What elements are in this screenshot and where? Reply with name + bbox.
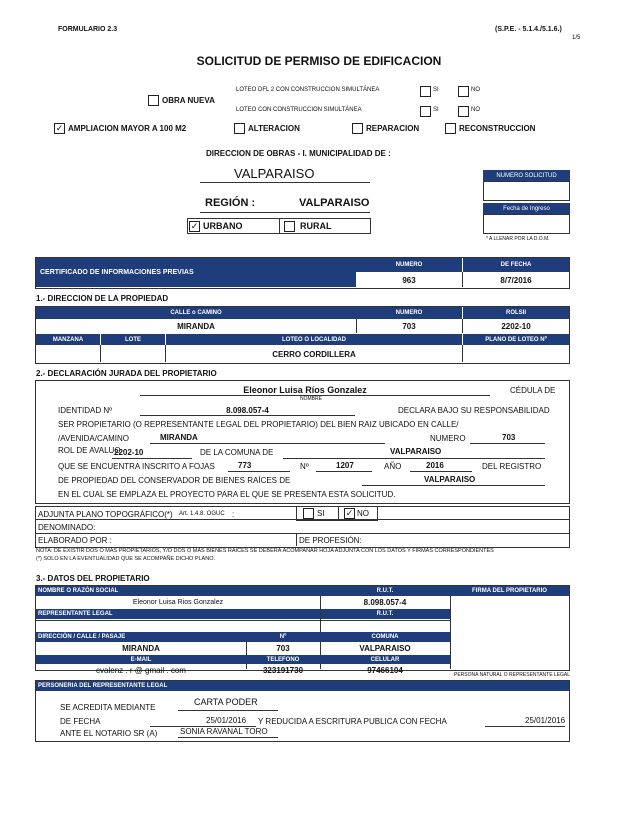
declara-text: DECLARA BAJO SU RESPONSABILIDAD bbox=[398, 406, 550, 415]
numero-solicitud-field[interactable] bbox=[483, 181, 570, 201]
obra-nueva-checkbox[interactable] bbox=[148, 95, 159, 106]
s1-rol-value: 2202-10 bbox=[501, 322, 531, 331]
loteo-con-si-checkbox[interactable] bbox=[420, 106, 431, 117]
emplaza-text: EN EL CUAL SE EMPLAZA EL PROYECTO PARA EL QUE SE PRESENTA ESTA SOLICITUD. bbox=[58, 490, 396, 499]
acredita-label: SE ACREDITA MEDIANTE bbox=[60, 703, 156, 712]
s3-nombre-header: NOMBRE O RAZÓN SOCIAL bbox=[36, 586, 320, 596]
s2-rut-value: 8.098.057-4 bbox=[226, 405, 269, 415]
s1-plano-header: PLANO DE LOTEO Nº bbox=[463, 334, 569, 345]
divider bbox=[35, 533, 569, 534]
fojas-underline bbox=[228, 471, 290, 472]
s3-rut-header: R.U.T. bbox=[320, 586, 450, 596]
s2-n-value: 1207 bbox=[336, 461, 354, 470]
s3-n-value: 703 bbox=[276, 644, 290, 653]
form-number: FORMULARIO 2.3 bbox=[58, 26, 118, 33]
divider bbox=[35, 519, 569, 520]
avenida-label: /AVENIDA/CAMINO bbox=[58, 434, 129, 443]
si-label: SI bbox=[433, 107, 439, 113]
plano-no-checkbox[interactable]: ✓ bbox=[345, 508, 354, 518]
fecha-label: DE FECHA bbox=[60, 717, 101, 726]
plano-si-checkbox[interactable] bbox=[303, 508, 314, 519]
fecha2-underline bbox=[485, 726, 565, 727]
s3-dir-value: MIRANDA bbox=[122, 644, 160, 653]
divider bbox=[356, 319, 357, 333]
loteo-dfl2-si-checkbox[interactable] bbox=[420, 86, 431, 97]
anio-label: AÑO bbox=[384, 462, 402, 471]
identidad-label: IDENTIDAD Nº bbox=[58, 406, 113, 415]
s3-rep-header: REPRESENTANTE LEGAL bbox=[36, 609, 320, 619]
no-label: NO bbox=[471, 87, 480, 93]
page-title: SOLICITUD DE PERMISO DE EDIFICACION bbox=[196, 54, 442, 68]
nota-1: NOTA: DE EXISTIR DOS O MÁS PROPIETARIOS, Y/O DOS O MÁS BIENES RAÍCES SE DEBERÁ ACOMPAÑAR HOJA ADJUNTA CON LOS DATOS Y FIRMAS CORRESPONDIENTES bbox=[36, 548, 494, 554]
page-number: 1/5 bbox=[572, 35, 581, 41]
s2-fojas-value: 773 bbox=[238, 461, 252, 470]
reconstruccion-checkbox[interactable] bbox=[445, 123, 456, 134]
n-underline bbox=[316, 471, 372, 472]
adjunta-label: ADJUNTA PLANO TOPOGRÁFICO(*) bbox=[38, 510, 173, 519]
direccion-obras-label: DIRECCION DE OBRAS - I. MUNICIPALIDAD DE : bbox=[206, 149, 391, 158]
s3-tel-value: 323191730 bbox=[262, 666, 304, 675]
s1-calle-value: MIRANDA bbox=[177, 322, 215, 331]
fecha2-value: 25/01/2016 bbox=[525, 716, 566, 725]
elaborado-label: ELABORADO POR : bbox=[38, 536, 112, 545]
loteo-dfl2-no-checkbox[interactable] bbox=[458, 86, 469, 97]
s3-dir-header: DIRECCIÓN / CALLE / PASAJE bbox=[36, 632, 246, 642]
s2-numero-value: 703 bbox=[502, 433, 516, 442]
cedula-label: CÉDULA DE bbox=[510, 386, 556, 395]
s3-rep-rut-header: R.U.T. bbox=[320, 609, 450, 619]
cert-fecha-header: DE FECHA bbox=[463, 258, 569, 272]
dom-note: * A LLENAR POR LA D.O.M. bbox=[486, 236, 550, 242]
ampliacion-label: AMPLIACION MAYOR A 100 M2 bbox=[68, 124, 187, 133]
registro-label: DEL REGISTRO bbox=[482, 462, 542, 471]
s1-loteo-value: CERRO CORDILLERA bbox=[272, 349, 356, 359]
s1-numero-header: NUMERO bbox=[356, 307, 462, 319]
divider bbox=[338, 506, 339, 519]
section-3-title: 3.- DATOS DEL PROPIETARIO bbox=[36, 574, 150, 583]
numero-solicitud-header: NUMERO SOLICITUD bbox=[483, 170, 570, 181]
alteracion-label: ALTERACION bbox=[248, 124, 300, 133]
s1-calle-header: CALLE o CAMINO bbox=[36, 307, 356, 319]
alteracion-checkbox[interactable] bbox=[234, 123, 245, 134]
plano-si-label: SI bbox=[317, 509, 325, 518]
acredita-value: CARTA PODER bbox=[194, 697, 258, 707]
fojas-label: QUE SE ENCUENTRA INSCRITO A FOJAS bbox=[58, 462, 215, 471]
s2-calle-value: MIRANDA bbox=[160, 433, 198, 442]
n-label: Nº bbox=[300, 462, 309, 471]
s3-cel-header: CELULAR bbox=[320, 655, 450, 664]
s3-email-header: E-MAIL bbox=[36, 655, 246, 664]
rural-checkbox[interactable] bbox=[284, 221, 295, 232]
comuna-underline bbox=[283, 458, 545, 459]
conservador-label: DE PROPIEDAD DEL CONSERVADOR DE BIENES RAÍCES DE bbox=[58, 476, 291, 485]
loteo-dfl2-label: LOTEO DFL 2 CON CONSTRUCCION SIMULTÁNEA bbox=[236, 87, 380, 93]
reducida-text: Y REDUCIDA A ESCRITURA PUBLICA CON FECHA bbox=[258, 717, 447, 726]
s1-numero-value: 703 bbox=[402, 322, 416, 331]
urbano-checkbox[interactable]: ✓ bbox=[190, 221, 199, 231]
art-label: Art. 1.4.8. OGUC bbox=[179, 511, 225, 517]
nombre-caption: NOMBRE bbox=[300, 396, 322, 402]
rural-label: RURAL bbox=[300, 221, 332, 231]
s3-n-header: Nº bbox=[246, 632, 320, 642]
si-label: SI bbox=[433, 87, 439, 93]
s3-email-value: cvalenz . r @ gmail . com bbox=[96, 666, 186, 675]
divider bbox=[36, 620, 450, 621]
reconstruccion-label: RECONSTRUCCION bbox=[459, 124, 536, 133]
loteo-con-no-checkbox[interactable] bbox=[458, 106, 469, 117]
region-underline bbox=[200, 212, 370, 213]
fecha-ingreso-header: Fecha de Ingreso bbox=[483, 203, 570, 214]
fecha-value: 25/01/2016 bbox=[206, 716, 247, 725]
s2-anio-value: 2016 bbox=[426, 461, 444, 470]
numero-label: NUMERO bbox=[430, 434, 466, 443]
profesion-label: DE PROFESIÓN: bbox=[299, 536, 362, 545]
divider bbox=[450, 596, 451, 669]
persona-natural-caption: PERSONA NATURAL O REPRESENTANTE LEGAL bbox=[454, 672, 571, 678]
s2-rol-value: 2202-10 bbox=[114, 448, 144, 457]
s3-cel-value: 97466104 bbox=[367, 666, 403, 675]
urbano-label: URBANO bbox=[203, 221, 243, 231]
conservador-underline bbox=[362, 485, 545, 486]
adjunta-colon: : bbox=[232, 510, 235, 519]
anio-underline bbox=[410, 471, 472, 472]
calle-underline bbox=[150, 443, 385, 444]
comuna-label: DE LA COMUNA DE bbox=[200, 448, 274, 457]
reparacion-label: REPARACION bbox=[366, 124, 420, 133]
rol-label: ROL DE AVALUO bbox=[58, 446, 121, 455]
divider bbox=[296, 533, 297, 546]
notario-value: SONIA RAVANAL TORO bbox=[180, 727, 268, 736]
divider bbox=[462, 345, 463, 362]
municipalidad-value: VALPARAISO bbox=[234, 166, 315, 181]
nota-2: (*) SOLO EN LA EVENTUALIDAD QUE SE ACOMPAÑE DICHO PLANO. bbox=[36, 556, 215, 562]
numero-underline bbox=[470, 443, 545, 444]
section-2-title: 2.- DECLARACIÓN JURADA DEL PROPIETARIO bbox=[36, 369, 217, 378]
s1-manzana-header: MANZANA bbox=[36, 334, 100, 345]
loteo-con-label: LOTEO CON CONSTRUCCION SIMULTÁNEA bbox=[236, 107, 362, 113]
fecha-ingreso-field[interactable] bbox=[483, 214, 570, 234]
s3-firma-header: FIRMA DEL PROPIETARIO bbox=[450, 586, 569, 596]
s1-lote-header: LOTE bbox=[101, 334, 165, 345]
notario-label: ANTE EL NOTARIO SR (A) bbox=[60, 729, 158, 738]
cert-fecha-value: 8/7/2016 bbox=[500, 275, 532, 285]
notario-underline bbox=[178, 737, 278, 738]
cert-numero-value: 963 bbox=[402, 275, 416, 285]
municipalidad-underline bbox=[200, 182, 370, 183]
spe-code: (S.P.E. - 5.1.4./5.1.6.) bbox=[495, 26, 562, 33]
s3-comuna-value: VALPARAISO bbox=[359, 644, 411, 653]
s3-comuna-header: COMUNA bbox=[320, 632, 450, 642]
s2-comuna-value: VALPARAISO bbox=[390, 447, 442, 456]
ser-text: SER PROPIETARIO (O REPRESENTANTE LEGAL DEL PROPIETARIO) DEL BIEN RAIZ UBICADO EN CALLE/ bbox=[58, 420, 459, 429]
s3-rut-value: 8.098.057-4 bbox=[363, 598, 407, 607]
region-value: VALPARAISO bbox=[299, 197, 370, 209]
divider bbox=[279, 218, 280, 233]
ampliacion-checkbox[interactable]: ✓ bbox=[55, 123, 64, 133]
obra-nueva-label: OBRA NUEVA bbox=[162, 96, 215, 105]
rol-underline bbox=[112, 458, 192, 459]
rut-underline bbox=[140, 415, 355, 416]
s1-rol-header: ROLSII bbox=[463, 307, 569, 319]
section-1-title: 1.- DIRECCION DE LA PROPIEDAD bbox=[36, 294, 169, 303]
denominado-label: DENOMINADO: bbox=[38, 523, 96, 532]
s2-nombre-value: Eleonor Luisa Ríos Gonzalez bbox=[243, 384, 367, 395]
certificado-label: CERTIFICADO DE INFORMACIONES PREVIAS bbox=[36, 258, 356, 287]
acredita-underline bbox=[178, 710, 278, 711]
s2-conservador-value: VALPARAISO bbox=[424, 475, 476, 484]
cert-numero-header: NUMERO bbox=[356, 258, 462, 272]
region-label: REGIÓN : bbox=[205, 197, 256, 209]
plano-no-label: NO bbox=[357, 509, 369, 518]
divider bbox=[100, 345, 101, 362]
divider bbox=[462, 319, 463, 333]
s3-nombre-value: Eleonor Luisa Rios Gonzalez bbox=[132, 599, 224, 606]
no-label: NO bbox=[471, 107, 480, 113]
personeria-header: PERSONERIA DEL REPRESENTANTE LEGAL bbox=[36, 681, 569, 691]
s3-tel-header: TELEFONO bbox=[246, 655, 320, 664]
reparacion-checkbox[interactable] bbox=[352, 123, 363, 134]
s1-loteo-header: LOTEO O LOCALIDAD bbox=[166, 334, 462, 345]
